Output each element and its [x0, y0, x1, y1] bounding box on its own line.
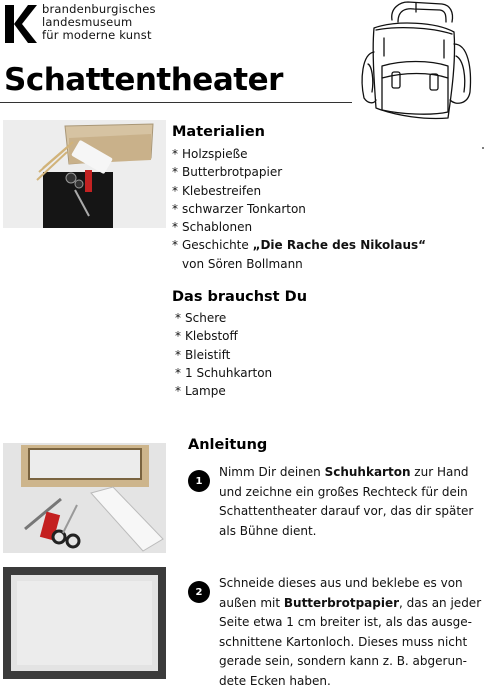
- instructions-heading: Anleitung: [188, 437, 268, 453]
- list-item: [175, 309, 272, 327]
- step-2-text: [219, 574, 481, 686]
- bullet-star: *: [175, 311, 181, 325]
- tool-item: Lampe: [185, 384, 226, 399]
- logo-line: für moderne kunst: [42, 28, 152, 42]
- bullet-star: *: [175, 365, 181, 380]
- page-title: Schattentheater: [4, 62, 283, 98]
- tool-item: Klebstoff: [185, 329, 238, 344]
- tool-item: Schere: [185, 311, 227, 325]
- highlight-term: Butterbrotpapier: [283, 595, 400, 610]
- step-line: [219, 463, 473, 483]
- story-title: „Die Rache des Nikolaus“: [252, 238, 427, 253]
- logo-line: landesmuseum: [42, 15, 133, 29]
- bullet-star: *: [172, 147, 178, 161]
- material-item: Butterbrotpapier: [182, 165, 283, 180]
- bullet-star: *: [172, 220, 178, 235]
- step-line: dete Ecken haben.: [219, 673, 331, 686]
- text-run: , das an jeder: [399, 595, 482, 610]
- museum-logo-icon: [4, 4, 38, 44]
- step-1-text: [219, 463, 473, 541]
- bullet-star: *: [172, 165, 178, 180]
- story-author: von Sören Bollmann: [182, 256, 303, 271]
- step-line: und zeichne ein großes Rechteck für dein: [219, 484, 468, 499]
- text-run: Nimm Dir deinen: [219, 465, 325, 479]
- list-item: [175, 382, 272, 400]
- material-item: Holzspieße: [182, 147, 248, 161]
- highlight-term: Schuhkarton: [324, 465, 411, 479]
- title-divider: [0, 102, 352, 103]
- step-number-badge: 2: [188, 581, 210, 603]
- tool-item: Bleistift: [185, 347, 231, 362]
- museum-logo-text: [42, 3, 156, 42]
- step-line: als Bühne dient.: [219, 523, 317, 538]
- list-item: [175, 346, 272, 364]
- speck-mark: [482, 147, 484, 149]
- bullet-star: *: [172, 183, 178, 198]
- step-line: Schneide dieses aus und beklebe es von: [219, 576, 463, 590]
- list-item: [172, 200, 426, 218]
- story-prefix: Geschichte: [182, 238, 253, 253]
- tools-list: [175, 309, 272, 400]
- tools-heading: Das brauchst Du: [172, 289, 308, 305]
- list-item: [172, 255, 426, 273]
- materials-heading: Materialien: [172, 124, 265, 140]
- step-line: schnittene Kartonloch. Dieses muss nicht: [219, 634, 468, 649]
- list-item: [172, 163, 426, 181]
- logo-line: brandenburgisches: [42, 2, 156, 16]
- text-run: zur Hand: [410, 465, 469, 479]
- bullet-star: *: [175, 347, 181, 362]
- list-item: [175, 364, 272, 382]
- list-item: [172, 145, 426, 163]
- backpack-illustration-icon: [356, 0, 476, 125]
- step-line: Seite etwa 1 cm breiter ist, als das ausge-: [219, 615, 472, 630]
- material-item: Klebestreifen: [182, 183, 262, 198]
- step-line: Schattentheater darauf vor, das dir später: [219, 504, 474, 519]
- material-item: schwarzer Tonkarton: [182, 201, 306, 216]
- text-run: außen mit: [219, 595, 284, 610]
- materials-list: [172, 145, 426, 273]
- list-item: [172, 218, 426, 236]
- bullet-star: *: [172, 238, 178, 253]
- tool-item: 1 Schuhkarton: [185, 365, 273, 380]
- step1-photo: [3, 443, 166, 553]
- bullet-star: *: [175, 384, 181, 399]
- step-number-badge: 1: [188, 470, 210, 492]
- step-line: [219, 594, 481, 614]
- step-line: gerade sein, sondern kann z. B. abgerun-: [219, 654, 467, 669]
- list-item: [172, 236, 426, 254]
- material-item: Schablonen: [182, 220, 253, 235]
- bullet-star: *: [175, 329, 181, 344]
- materials-photo: [3, 120, 166, 228]
- list-item: [172, 182, 426, 200]
- step2-photo: [3, 567, 166, 679]
- list-item: [175, 327, 272, 345]
- bullet-star: *: [172, 201, 178, 216]
